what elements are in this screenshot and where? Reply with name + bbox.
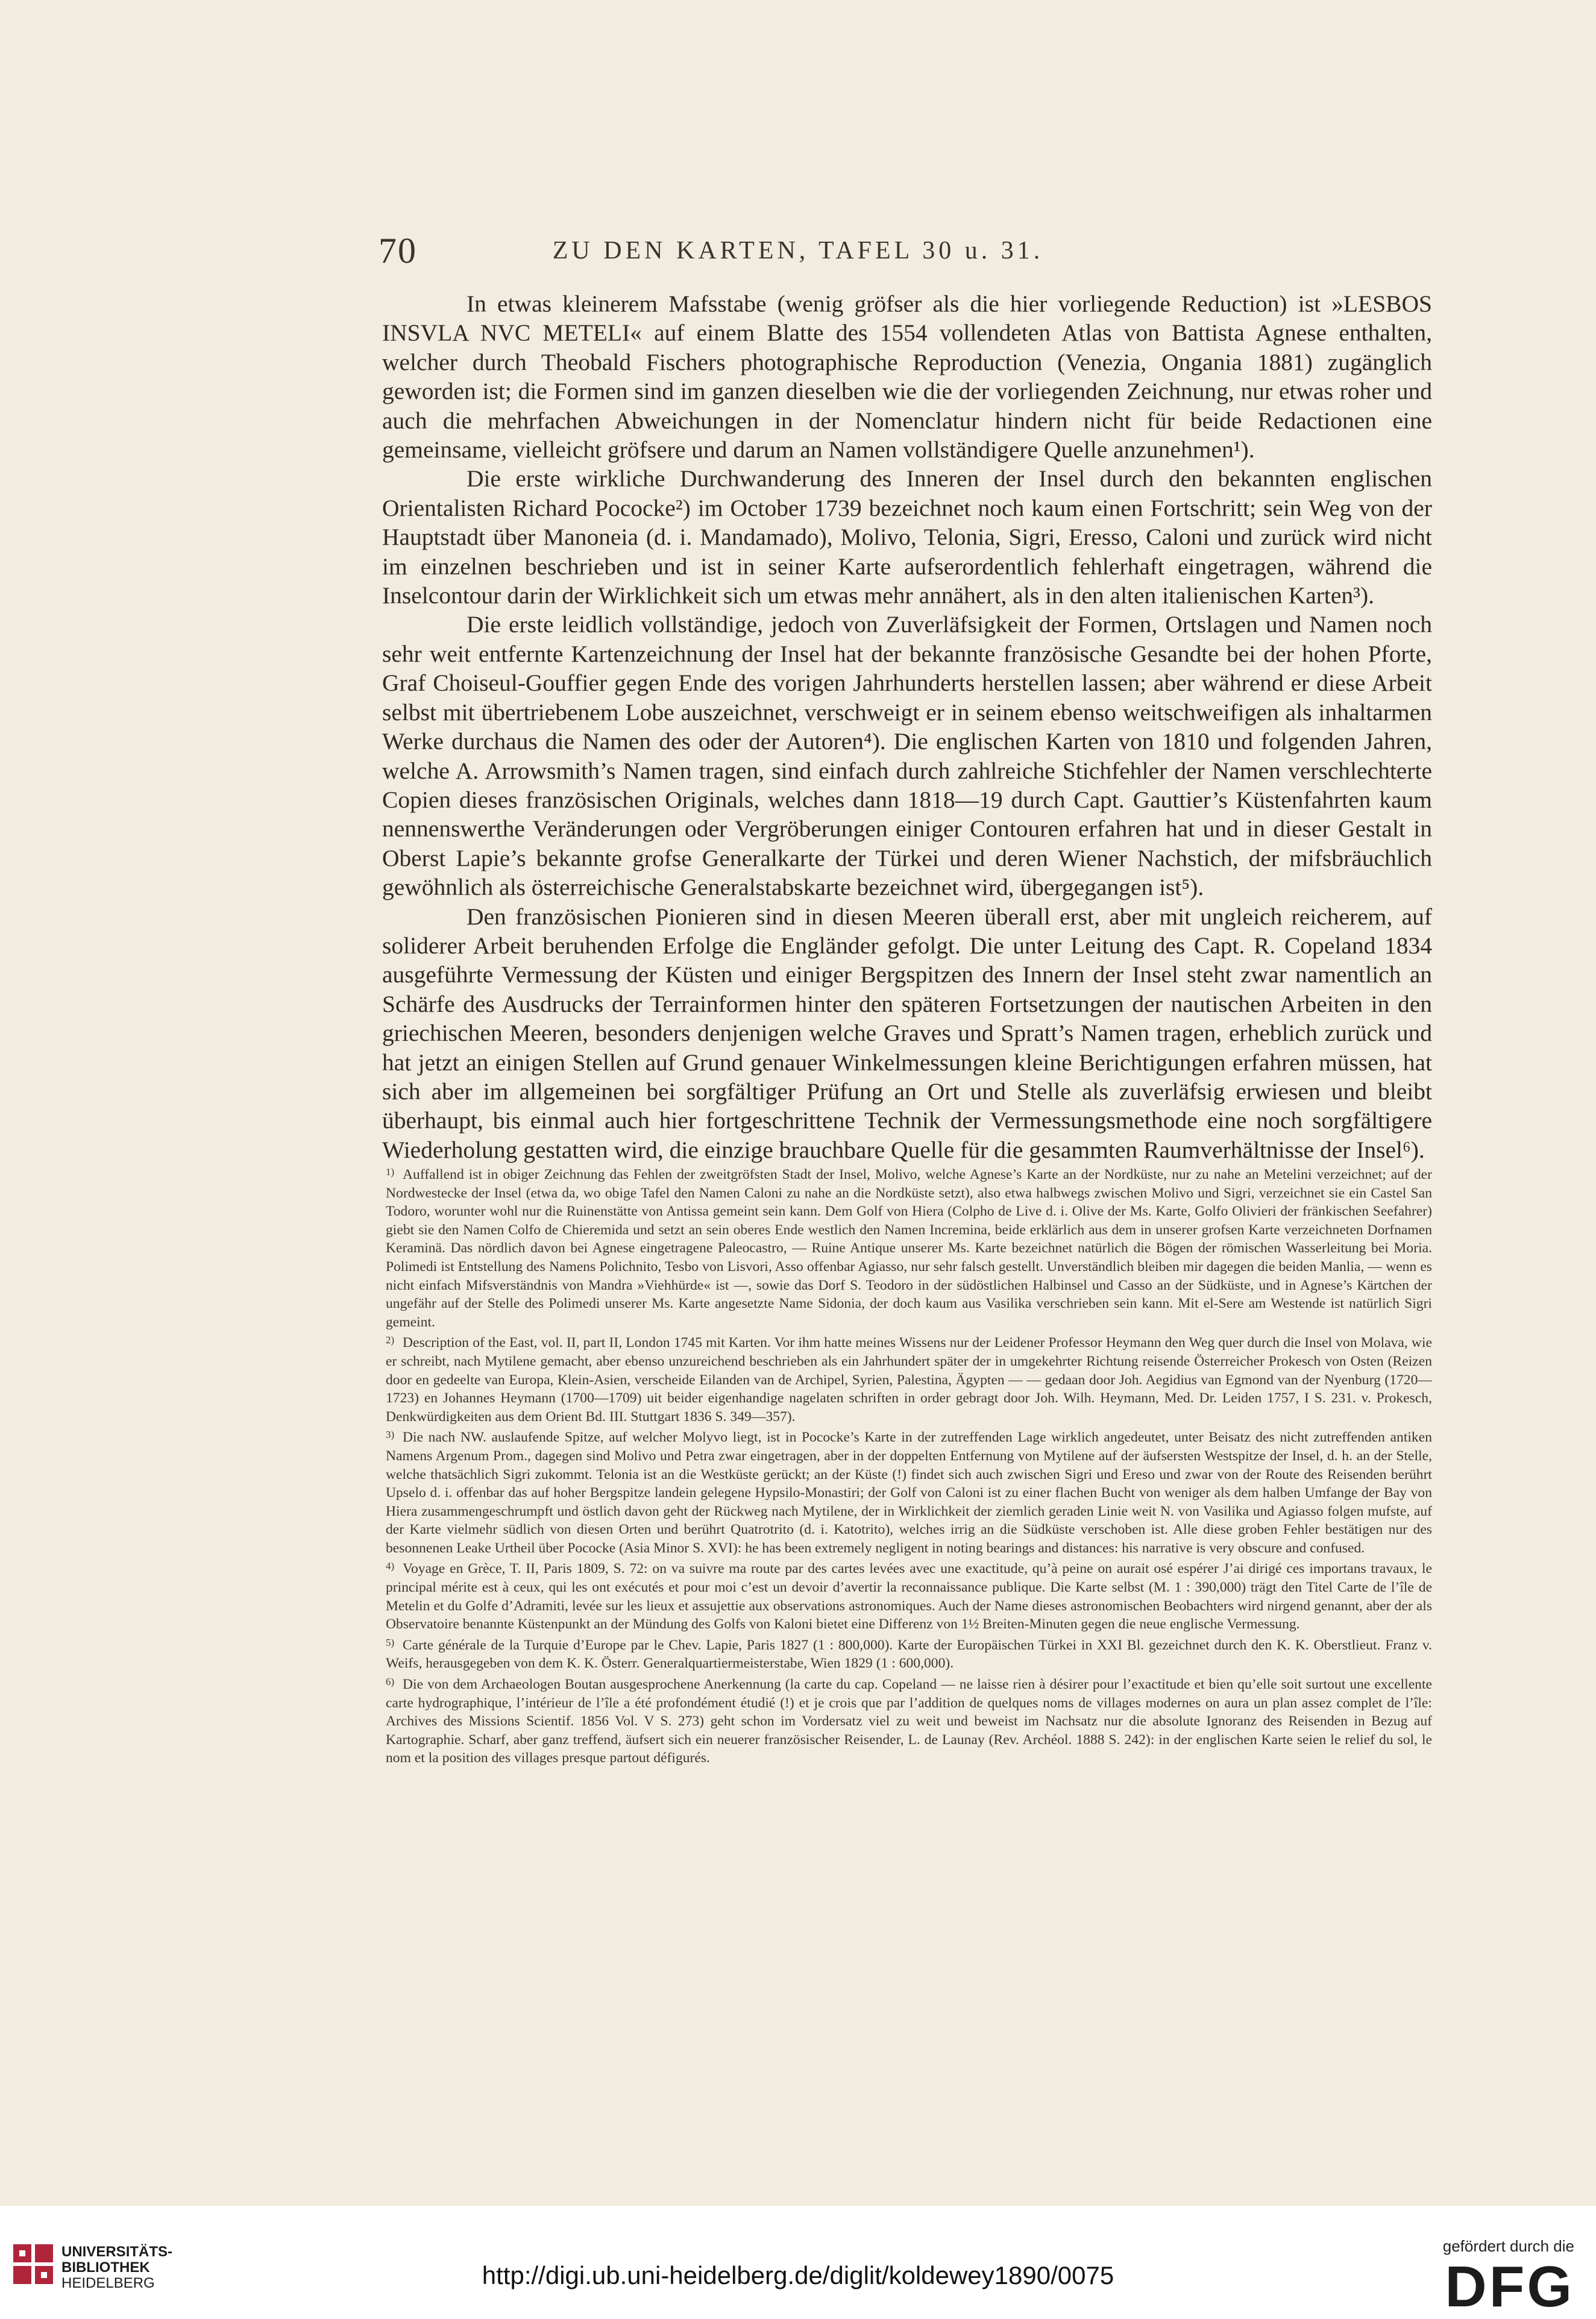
footnote-text: Die nach NW. auslaufende Spitze, auf welcher Molyvo liegt, ist in Pococke’s Karte in der zutreffenden Lage wirklich angedeutet, unter Beisatz des nicht zutreffenden antiken Namens Argenum Prom., dagegen sind Molivo und Petra zwar eingetragen, aber in der doppelten Entfernung von Mytilene auf der äufsersten Westspitze der Insel, d. h. an der Stelle, welche thatsächlich Sigri zukommt. Telonia ist an die Westküste gerückt; an der Küste (!) findet sich auch zwischen Sigri und Ereso und zwar von der Route des Reisenden berührt Upselo d. i. offenbar das auf hoher Bergspitze landein gelegene Hypsilo-Monastiri; der Golf von Caloni ist zu einer flachen Bucht von weniger als dem halben Umfange der Bay von Hiera zusammengeschrumpft und östlich davon geht der Rückweg nach Mytilene, der in Wirklichkeit der ziemlich geraden Linie weit N. von Vasilika und Agiasso folgen mufste, auf der Karte vielmehr südlich von diesen Orten und berührt Quatrotrito (d. i. Katotrito), welches irrig an die Südküste verschoben ist. Alle diese groben Fehler bestätigen nur des besonnenen Leake Urtheil über Pococke (Asia Minor S. XVI): he has been extremely negligent in noting bearings and distances: his narrative is very obscure and confused.: [386, 1429, 1432, 1556]
footnote-mark: 3): [386, 1429, 395, 1441]
footnote: [386, 1673, 1432, 1768]
dfg-logo[interactable]: DFG: [1445, 2255, 1574, 2319]
footnote-mark: 2): [386, 1334, 395, 1346]
footnote-text: Die von dem Archaeologen Boutan ausgesprochene Anerkennung (la carte du cap. Copeland — ne laisse rien à désirer pour l’exactitude et bien qu’elle soit surtout une excellente carte hydrographique, l’intérieur de l’île a été profondément étudié (!) et je crois que par l’addition de quelques noms de villages modernes on aura un plan assez complet de l’île: Archives des Missions Scientif. 1856 Vol. V S. 273) geht schon im Vordersatz viel zu weit und beweist im Nachsatz nur die absolute Ignoranz des Reisenden in Bezug auf Kartographie. Scharf, aber ganz treffend, äufsert sich ein neuerer französischer Reisender, L. de Launay (Rev. Archéol. 1888 S. 242): in der englischen Karte seien le relief du sol, le nom et la position des villages presque partout défigurés.: [386, 1677, 1432, 1766]
footnote-mark: 6): [386, 1676, 395, 1688]
page-number: 70: [379, 231, 417, 271]
funded-by-label: gefördert durch die: [1442, 2237, 1574, 2255]
permalink-url[interactable]: http://digi.ub.uni-heidelberg.de/diglit/koldewey1890/0075: [482, 2261, 1114, 2289]
library-name-line3: HEIDELBERG: [61, 2275, 155, 2291]
footnote-mark: 1): [386, 1166, 395, 1178]
footnote-text: Voyage en Grèce, T. II, Paris 1809, S. 72: on va suivre ma route par des cartes levées avec une exactitude, qu’à peine on aurait osé espérer J’ai dirigé ces importans travaux, le principal mérite est à ceux, qui les ont exécutés et pour moi c’est un devoir d’avertir la reconnaissance publique. Die Karte selbst (M. 1 : 390,000) trägt den Titel Carte de l’île de Metelin et du Golfe d’Adramiti, levée sur les lieux et assujettie aux observations astronomiques. Auch der Name dieses astronomischen Beobachters wird nirgend genannt, aber der als Observatoire benannte Küstenpunkt an der Mündung des Golfs von Kaloni bietet eine Differenz von 1½ Breiten-Minuten gegen die neue englische Vermessung.: [386, 1561, 1432, 1633]
footnote-text: Carte générale de la Turquie d’Europe par le Chev. Lapie, Paris 1827 (1 : 800,000). Karte der Europäischen Türkei in XXI Bl. gezeichnet durch den K. K. Oberstlieut. Franz v. Weifs, herausgegeben von dem K. K. Österr. Generalquartiermeisterstabe, Wien 1829 (1 : 600,000).: [386, 1637, 1432, 1672]
footnote: [386, 1426, 1432, 1557]
footnote: [386, 1163, 1432, 1331]
body-text: [382, 289, 1432, 1164]
footnote-mark: 4): [386, 1560, 395, 1572]
footnote: [386, 1557, 1432, 1633]
footnotes: [386, 1163, 1432, 1768]
footnote-mark: 5): [386, 1636, 395, 1648]
running-head: ZU DEN KARTEN, TAFEL 30 u. 31.: [552, 237, 1044, 265]
footnote: [386, 1331, 1432, 1426]
paragraph: Den französischen Pionieren sind in diesen Meeren überall erst, aber mit ungleich reicherem, auf soliderer Arbeit beruhenden Erfolge die Engländer gefolgt. Die unter Leitung des Capt. R. Copeland 1834 ausgeführte Vermessung der Küsten und einiger Bergspitzen des Innern der Insel steht zwar namentlich an Schärfe des Ausdrucks der Terrainformen hinter den späteren Fortsetzungen der nautischen Arbeiten in den griechischen Meeren, besonders denjenigen welche Graves und Spratt’s Namen tragen, erheblich zurück und hat jetzt an einigen Stellen auf Grund genauer Winkelmessungen kleine Berichtigungen erfahren müssen, hat sich aber im allgemeinen bei sorgfältiger Prüfung an Ort und Stelle als zuverläfsig erwiesen und bleibt überhaupt, bis einmal auch hier fortgeschrittene Technik der Vermessungsmethode eine noch sorgfältigere Wiederholung gestatten wird, die einzige brauchbare Quelle für die gesammten Raumverhältnisse der Insel⁶).: [382, 903, 1432, 1163]
footnote-text: Auffallend ist in obiger Zeichnung das Fehlen der zweitgröfsten Stadt der Insel, Molivo, welche Agnese’s Karte an der Nordküste, nur zu nahe an Metelini verzeichnet; auf der Nordwestecke der Insel (etwa da, wo obige Tafel den Namen Caloni zu nahe an die Nordküste setzt), also etwa halbwegs zwischen Molivo und Sigri, verzeichnet sie ein Castel San Todoro, worunter wohl nur die Ruinenstätte von Antissa gemeint sein kann. Dem Golf von Hiera (Colpho de Live d. i. Olive der Ms. Karte, Golfo Olivieri der fränkischen Seefahrer) giebt sie den Namen Colfo de Chieremida und setzt an sein oberes Ende westlich den Namen Incremina, beide erklärlich aus dem in unserer grofsen Karte verzeichneten Dorfnamen Keraminä. Das nördlich davon bei Agnese eingetragene Paleocastro, — Ruine Antique unserer Ms. Karte bezeichnet natürlich die Bögen der römischen Wasserleitung bei Moria. Polimedi ist Entstellung des Namens Polichnito, Tesbo von Lisvori, Asso offenbar Agiasso, nur sehr falsch gestellt. Unverständlich bleiben mir dagegen die beiden Manlia, — wenn es nicht einfach Mifsverständnis von Mandra »Viehhürde« ist —, sowie das Dorf S. Teodoro in der südöstlichen Halbinsel und Casso an der Südküste, und in Agnese’s Kärtchen der ungefähr auf der Stelle des Polimedi unserer Ms. Karte angesetzte Name Sidonia, der doch kaum aus Vasilika verschrieben sein kann. Mit el-Sere am Westende ist natürlich Sigri gemeint.: [386, 1167, 1432, 1330]
library-name-line1: UNIVERSITÄTS-: [61, 2244, 173, 2260]
footnote: [386, 1634, 1432, 1673]
paragraph: Die erste leidlich vollständige, jedoch von Zuverläfsigkeit der Formen, Ortslagen und Namen noch sehr weit entfernte Kartenzeichnung der Insel hat der bekannte französische Gesandte bei der hohen Pforte, Graf Choiseul-Gouffier gegen Ende des vorigen Jahrhunderts herstellen lassen; aber während er diese Arbeit selbst mit übertriebenem Lobe auszeichnet, verschweigt er in seinem ebenso weitschweifigen als inhaltarmen Werke durchaus die Namen des oder der Autoren⁴). Die englischen Karten von 1810 und folgenden Jahren, welche A. Arrowsmith’s Namen tragen, sind einfach durch zahlreiche Stichfehler der Namen verschlechterte Copien dieses französischen Originals, welches dann 1818—19 durch Capt. Gauttier’s Küstenfahrten kaum nennenswerthe Veränderungen oder Vergröberungen einiger Contouren erfahren hat und in dieser Gestalt in Oberst Lapie’s bekannte grofse Generalkarte der Türkei und deren Wiener Nachstich, der mifsbräuchlich gewöhnlich als österreichische Generalstabskarte bezeichnet wird, übergegangen ist⁵).: [382, 611, 1432, 901]
footnote-text: Description of the East, vol. II, part II, London 1745 mit Karten. Vor ihm hatte meines Wissens nur der Leidener Professor Heymann den Weg quer durch die Insel von Molava, wie er schreibt, nach Mytilene gemacht, aber ebenso unzureichend beschrieben als ein Jahrhundert später der in umgekehrter Richtung reisende Österreicher Prokesch von Osten (Reizen door en gedeelte van Europa, Klein-Asien, verscheide Eilanden van de Archipel, Syrien, Palestina, Ägypten — — gedaan door Joh. Aegidius van Egmond van der Nyenburg (1720—1723) en Johannes Heymann (1700—1709) uit beider eigenhandige nagelaten schriften in order gebragt door Joh. Wilh. Heymann, Med. Dr. Leiden 1757, I S. 231. v. Prokesch, Denkwürdigkeiten aus dem Orient Bd. III. Stuttgart 1836 S. 349—357).: [386, 1335, 1432, 1425]
paragraph: In etwas kleinerem Mafsstabe (wenig gröfser als die hier vorliegende Reduction) ist »LESBOS INSVLA NVC METELI« auf einem Blatte des 1554 vollendeten Atlas von Battista Agnese enthalten, welcher durch Theobald Fischers photographische Reproduction (Venezia, Ongania 1881) zugänglich geworden ist; die Formen sind im ganzen dieselben wie die der vorliegenden Zeichnung, nur etwas roher und auch die mehrfachen Abweichungen in der Nomenclatur hindern nicht für beide Redactionen eine gemeinsame, vielleicht gröfsere und darum an Namen vollständigere Quelle anzunehmen¹).: [382, 290, 1432, 463]
library-name-line2: BIBLIOTHEK: [61, 2259, 150, 2276]
paragraph: Die erste wirkliche Durchwanderung des Inneren der Insel durch den bekannten englischen Orientalisten Richard Pococke²) im October 1739 bezeichnet noch kaum einen Fortschritt; sein Weg von der Hauptstadt über Manoneia (d. i. Mandamado), Molivo, Telonia, Sigri, Eresso, Caloni und zurück wird nicht im einzelnen beschrieben und ist in seiner Karte aufserordentlich fehlerhaft eingetragen, während die Inselcontour darin der Wirklichkeit sich um etwas mehr annähert, als in den alten italienischen Karten³).: [382, 465, 1432, 609]
